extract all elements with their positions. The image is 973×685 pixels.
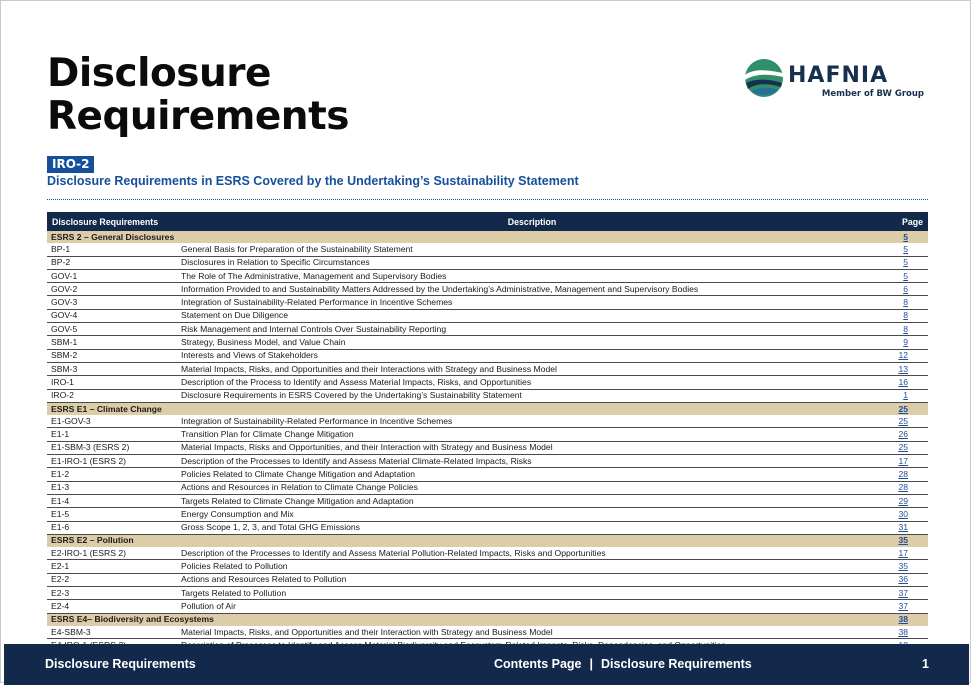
page-link[interactable]: 38 [898,614,908,625]
requirement-code: IRO-2 [47,389,177,402]
table-row [47,494,928,507]
page-link[interactable]: 8 [903,323,908,334]
page-cell [887,269,928,282]
table-row [47,468,928,481]
page-link[interactable]: 26 [898,429,908,440]
footer-separator: | [589,657,594,671]
table-row [47,560,928,573]
requirement-code: BP-1 [47,243,177,256]
requirement-description: Actions and Resources in Relation to Climate Change Policies [177,481,887,494]
table-row [47,600,928,613]
page-cell [887,613,928,626]
requirement-code: SBM-1 [47,336,177,349]
table-row [47,547,928,560]
page-cell [887,428,928,441]
page-cell [887,323,928,336]
page-link[interactable]: 8 [903,310,908,321]
table-row [47,521,928,534]
page-cell [887,296,928,309]
section-badge: IRO-2 [47,156,94,173]
section-title: ESRS E1 – Climate Change [47,402,887,415]
requirement-description: Policies Related to Climate Change Mitigation and Adaptation [177,468,887,481]
page-link[interactable]: 6 [903,283,908,294]
requirement-description: Pollution of Air [177,600,887,613]
requirement-code: GOV-3 [47,296,177,309]
page-cell [887,362,928,375]
requirement-description: Integration of Sustainability-Related Performance in Incentive Schemes [177,296,887,309]
page-cell [887,600,928,613]
page-link[interactable]: 38 [898,626,908,637]
page-link[interactable]: 35 [898,535,908,546]
requirement-description: Targets Related to Climate Change Mitigation and Adaptation [177,494,887,507]
page-cell [887,626,928,639]
page-cell [887,468,928,481]
requirement-description: Disclosure Requirements in ESRS Covered by the Undertaking’s Sustainability Statement [177,389,887,402]
page-cell [887,534,928,547]
page-cell [887,376,928,389]
page-link[interactable]: 8 [903,297,908,308]
table-section-row [47,613,928,626]
table-header-row [47,212,928,231]
page-link[interactable]: 12 [898,350,908,361]
requirement-code: E1-6 [47,521,177,534]
hafnia-globe-icon [744,58,784,98]
table-row [47,481,928,494]
table-row [47,283,928,296]
page-title-line2: Requirements [47,94,349,139]
requirement-description: Disclosures in Relation to Specific Circumstances [177,256,887,269]
page-link[interactable]: 28 [898,482,908,493]
page-link[interactable]: 9 [903,337,908,348]
page-cell [887,415,928,428]
page-link[interactable]: 29 [898,495,908,506]
requirement-description: Policies Related to Pollution [177,560,887,573]
table-section-row [47,231,928,243]
column-header-requirements: Disclosure Requirements [47,212,177,231]
requirement-description: Risk Management and Internal Controls Over Sustainability Reporting [177,323,887,336]
page-cell [887,283,928,296]
page-link[interactable]: 17 [898,547,908,558]
page-link[interactable]: 37 [898,600,908,611]
requirement-description: Material Impacts, Risks, and Opportunities and their Interactions with Strategy and Business Model [177,362,887,375]
section-title: ESRS 2 – General Disclosures [47,231,887,243]
page-title-line1: Disclosure [47,51,271,96]
requirement-code: E2-IRO-1 (ESRS 2) [47,547,177,560]
table-row [47,256,928,269]
table-row [47,309,928,322]
requirement-description: Actions and Resources Related to Pollution [177,573,887,586]
requirement-description: Integration of Sustainability-Related Performance in Incentive Schemes [177,415,887,428]
requirement-code: E1-5 [47,508,177,521]
page-cell [887,455,928,468]
page-link[interactable]: 5 [903,257,908,268]
requirement-description: Information Provided to and Sustainability Matters Addressed by the Undertaking’s Administrative, Management and Supervisory Bodies [177,283,887,296]
page-link[interactable]: 35 [898,561,908,572]
requirement-code: E1-1 [47,428,177,441]
table-row [47,389,928,402]
footer-section-title: Disclosure Requirements [45,657,196,671]
page-link[interactable]: 31 [898,522,908,533]
page-cell [887,441,928,454]
requirement-code: E1-IRO-1 (ESRS 2) [47,455,177,468]
requirement-code: E1-3 [47,481,177,494]
page-cell [887,336,928,349]
requirement-description: Strategy, Business Model, and Value Chain [177,336,887,349]
hafnia-logo [744,58,926,100]
footer-disclosure-link[interactable]: Disclosure Requirements [601,657,752,671]
requirement-description: Description of the Processes to Identify and Assess Material Pollution-Related Impacts, Risks and Opportunities [177,547,887,560]
requirement-code: IRO-1 [47,376,177,389]
requirement-code: BP-2 [47,256,177,269]
page-link[interactable]: 5 [903,270,908,281]
page-cell [887,587,928,600]
requirement-code: E1-GOV-3 [47,415,177,428]
requirement-code: E1-SBM-3 (ESRS 2) [47,441,177,454]
page-link[interactable]: 1 [903,390,908,401]
requirement-description: Energy Consumption and Mix [177,508,887,521]
column-header-description: Description [177,212,887,231]
requirement-code: E4-SBM-3 [47,626,177,639]
requirement-code: SBM-3 [47,362,177,375]
section-subtitle: Disclosure Requirements in ESRS Covered by the Undertaking’s Sustainability Statement [47,174,579,188]
page-cell [887,481,928,494]
table-row [47,587,928,600]
table-row [47,428,928,441]
requirement-description: Description of the Processes to Identify and Assess Material Climate-Related Impacts, Risks [177,455,887,468]
requirement-code: GOV-5 [47,323,177,336]
logo-member-text: Member of BW Group [821,89,924,99]
requirement-description: General Basis for Preparation of the Sustainability Statement [177,243,887,256]
page-cell [887,573,928,586]
requirement-code: SBM-2 [47,349,177,362]
table-row [47,362,928,375]
logo-brand-text: HAFNIA [788,63,889,88]
table-row [47,269,928,282]
page-cell [887,243,928,256]
table-row [47,296,928,309]
requirement-code: GOV-4 [47,309,177,322]
page-link[interactable]: 5 [903,231,908,242]
page-link[interactable]: 28 [898,468,908,479]
page-cell [887,547,928,560]
requirement-code: E2-2 [47,573,177,586]
footer-page-number: 1 [922,657,929,671]
footer-nav [494,657,752,671]
page-link[interactable]: 25 [898,403,908,414]
requirement-description: Targets Related to Pollution [177,587,887,600]
requirement-description: Material Impacts, Risks and Opportunities, and their Interaction with Strategy and Business Model [177,441,887,454]
requirement-code: E2-1 [47,560,177,573]
disclosure-table [47,212,928,653]
page-title [47,52,349,138]
table-section-row [47,402,928,415]
page-cell [887,231,928,243]
table-row [47,349,928,362]
page-link[interactable]: 25 [898,442,908,453]
footer-contents-link[interactable]: Contents Page [494,657,582,671]
page-cell [887,494,928,507]
table-row [47,455,928,468]
page-link[interactable]: 30 [898,508,908,519]
requirement-description: Material Impacts, Risks, and Opportunities and their Interaction with Strategy and Business Model [177,626,887,639]
dotted-divider [47,199,928,200]
column-header-page: Page [887,212,928,231]
requirement-code: GOV-1 [47,269,177,282]
page-cell [887,349,928,362]
section-title: ESRS E4– Biodiversity and Ecosystems [47,613,887,626]
page-link[interactable]: 13 [898,363,908,374]
page-link[interactable]: 17 [898,455,908,466]
table-section-row [47,534,928,547]
page-link[interactable]: 37 [898,587,908,598]
table-row [47,626,928,639]
page-link[interactable]: 5 [903,243,908,254]
requirement-description: Interests and Views of Stakeholders [177,349,887,362]
table-row [47,336,928,349]
page-cell [887,309,928,322]
page-link[interactable]: 36 [898,574,908,585]
table-row [47,243,928,256]
table-row [47,415,928,428]
requirement-description: Transition Plan for Climate Change Mitigation [177,428,887,441]
requirement-description: Statement on Due Diligence [177,309,887,322]
requirement-code: E2-4 [47,600,177,613]
table-row [47,376,928,389]
section-title: ESRS E2 – Pollution [47,534,887,547]
table-row [47,573,928,586]
footer-bar [4,644,969,685]
page-cell [887,256,928,269]
table-row [47,441,928,454]
requirement-code: E1-2 [47,468,177,481]
page-cell [887,560,928,573]
requirement-code: E2-3 [47,587,177,600]
page-link[interactable]: 16 [898,376,908,387]
page-link[interactable]: 25 [898,415,908,426]
table-row [47,508,928,521]
requirement-code: GOV-2 [47,283,177,296]
requirement-description: The Role of The Administrative, Management and Supervisory Bodies [177,269,887,282]
page-cell [887,402,928,415]
page-cell [887,389,928,402]
table-row [47,323,928,336]
page-cell [887,521,928,534]
page-cell [887,508,928,521]
requirement-description: Description of the Process to Identify and Assess Material Impacts, Risks, and Opportunities [177,376,887,389]
requirement-description: Gross Scope 1, 2, 3, and Total GHG Emissions [177,521,887,534]
requirement-code: E1-4 [47,494,177,507]
